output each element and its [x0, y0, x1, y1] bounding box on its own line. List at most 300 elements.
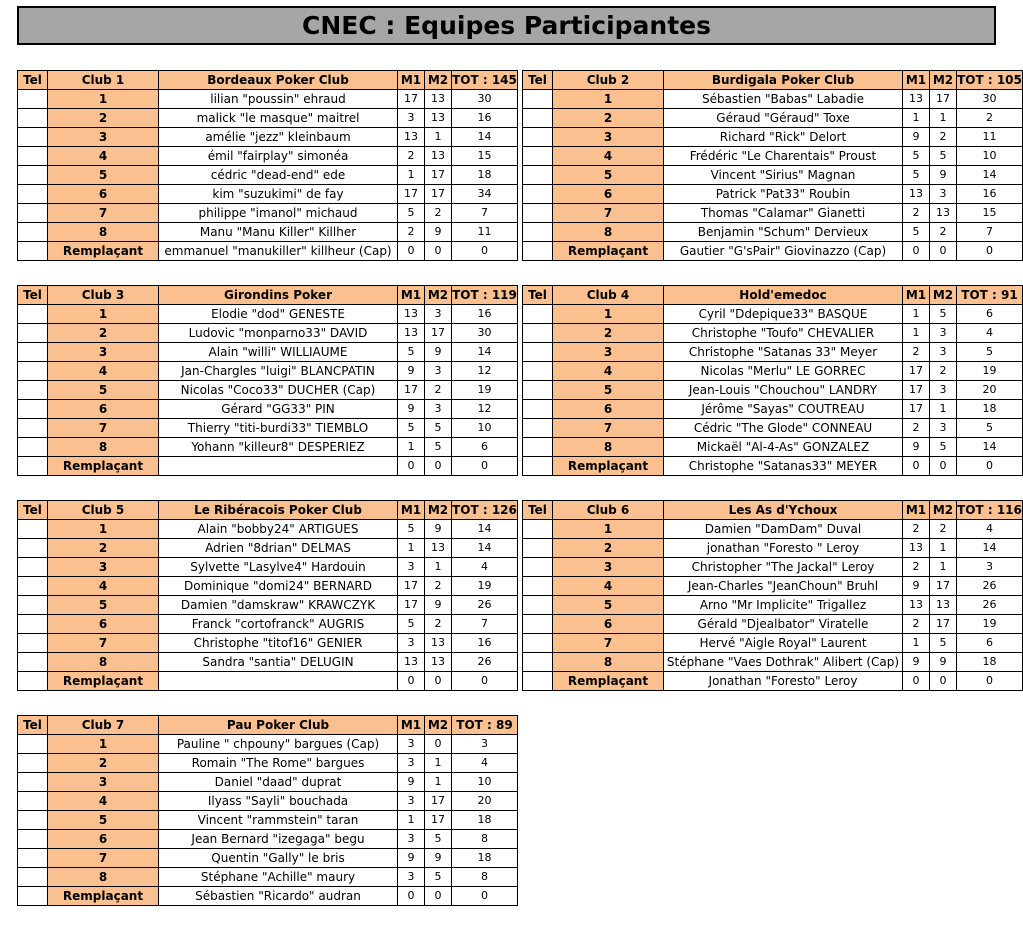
score-m1: 1	[398, 438, 425, 457]
score-total: 16	[452, 305, 518, 324]
score-total: 30	[452, 90, 518, 109]
player-number: Remplaçant	[553, 457, 664, 476]
score-m2: 2	[930, 223, 957, 242]
table-row	[523, 634, 1023, 653]
score-m1: 0	[903, 672, 930, 691]
player-name: Christophe "Toufo" CHEVALIER	[664, 324, 903, 343]
player-number: 5	[48, 596, 159, 615]
table-row	[18, 381, 518, 400]
score-total: 3	[957, 558, 1023, 577]
tel-cell	[523, 324, 553, 343]
score-m2: 9	[425, 520, 452, 539]
score-m2: 2	[930, 128, 957, 147]
score-m2: 13	[930, 596, 957, 615]
club-label: Club 2	[553, 71, 664, 90]
score-m2: 13	[425, 109, 452, 128]
score-total: 14	[452, 539, 518, 558]
tel-cell	[18, 362, 48, 381]
score-m1: 5	[398, 343, 425, 362]
table-row	[523, 204, 1023, 223]
player-number: 5	[48, 166, 159, 185]
tel-cell	[18, 735, 48, 754]
score-total: 6	[957, 305, 1023, 324]
score-m2: 17	[930, 615, 957, 634]
table-row	[523, 520, 1023, 539]
table-row	[18, 735, 518, 754]
tel-cell	[523, 653, 553, 672]
player-name: Christophe "Satanas 33" Meyer	[664, 343, 903, 362]
score-m2: 0	[930, 242, 957, 261]
player-name: Alain "willi" WILLIAUME	[159, 343, 398, 362]
tel-cell	[523, 381, 553, 400]
club-total: TOT : 126	[452, 501, 518, 520]
tel-cell	[18, 204, 48, 223]
score-m2: 9	[425, 343, 452, 362]
player-name: Vincent "rammstein" taran	[159, 811, 398, 830]
club-name: Bordeaux Poker Club	[159, 71, 398, 90]
table-row	[523, 90, 1023, 109]
player-name: Cédric "The Glode" CONNEAU	[664, 419, 903, 438]
club-label: Club 5	[48, 501, 159, 520]
m2-header: M2	[930, 501, 957, 520]
player-name: Jean-Charles "JeanChoun" Bruhl	[664, 577, 903, 596]
club-label: Club 1	[48, 71, 159, 90]
score-total: 2	[957, 109, 1023, 128]
tel-cell	[18, 305, 48, 324]
player-number: Remplaçant	[48, 242, 159, 261]
tel-cell	[18, 457, 48, 476]
player-name: Alain "bobby24" ARTIGUES	[159, 520, 398, 539]
tel-cell	[523, 362, 553, 381]
score-m1: 2	[903, 615, 930, 634]
score-m1: 9	[903, 128, 930, 147]
player-number: 3	[553, 343, 664, 362]
player-number: 2	[48, 109, 159, 128]
player-number: 7	[553, 419, 664, 438]
score-m2: 3	[930, 324, 957, 343]
tel-cell	[523, 577, 553, 596]
table-row	[523, 457, 1023, 476]
score-m1: 9	[398, 849, 425, 868]
player-name: Franck "cortofranck" AUGRIS	[159, 615, 398, 634]
player-number: 7	[48, 419, 159, 438]
player-name: Jan-Chargles "luigi" BLANCPATIN	[159, 362, 398, 381]
score-m2: 17	[425, 324, 452, 343]
score-m1: 1	[903, 109, 930, 128]
score-m2: 3	[425, 400, 452, 419]
score-m2: 5	[930, 634, 957, 653]
score-total: 26	[957, 596, 1023, 615]
tel-cell	[18, 596, 48, 615]
player-number: Remplaçant	[553, 242, 664, 261]
club-label: Club 3	[48, 286, 159, 305]
club-header-row	[523, 71, 1023, 90]
table-row	[18, 438, 518, 457]
tel-cell	[18, 615, 48, 634]
player-name: Nicolas "Coco33" DUCHER (Cap)	[159, 381, 398, 400]
score-m1: 13	[903, 596, 930, 615]
score-total: 14	[452, 128, 518, 147]
tel-cell	[18, 558, 48, 577]
club-table	[17, 500, 518, 691]
score-m1: 2	[398, 147, 425, 166]
player-number: 1	[48, 305, 159, 324]
table-row	[18, 672, 518, 691]
club-table	[17, 285, 518, 476]
table-row	[523, 242, 1023, 261]
score-m1: 3	[398, 830, 425, 849]
tel-cell	[18, 324, 48, 343]
score-total: 20	[957, 381, 1023, 400]
tel-cell	[18, 868, 48, 887]
tel-cell	[523, 400, 553, 419]
score-m1: 0	[398, 887, 425, 906]
table-row	[523, 400, 1023, 419]
score-total: 15	[452, 147, 518, 166]
club-header-row	[18, 71, 518, 90]
player-name: Yohann "killeur8" DESPERIEZ	[159, 438, 398, 457]
score-total: 11	[452, 223, 518, 242]
tel-cell	[18, 577, 48, 596]
player-name: Gautier "G'sPair" Giovinazzo (Cap)	[664, 242, 903, 261]
table-row	[18, 400, 518, 419]
club-table	[17, 715, 518, 906]
m1-header: M1	[398, 286, 425, 305]
player-name: Jean Bernard "izegaga" begu	[159, 830, 398, 849]
tel-cell	[523, 615, 553, 634]
score-m1: 13	[903, 185, 930, 204]
score-m1: 17	[903, 362, 930, 381]
table-row	[18, 147, 518, 166]
score-m1: 17	[398, 596, 425, 615]
player-name	[159, 672, 398, 691]
tel-cell	[18, 849, 48, 868]
score-m2: 1	[425, 754, 452, 773]
tel-cell	[18, 672, 48, 691]
player-number: Remplaçant	[48, 457, 159, 476]
tel-cell	[18, 242, 48, 261]
player-number: 1	[553, 520, 664, 539]
score-total: 20	[452, 792, 518, 811]
table-row	[18, 773, 518, 792]
table-row	[523, 539, 1023, 558]
player-name: philippe "imanol" michaud	[159, 204, 398, 223]
club-name: Le Ribéracois Poker Club	[159, 501, 398, 520]
player-number: 2	[48, 324, 159, 343]
player-name: Dominique "domi24" BERNARD	[159, 577, 398, 596]
player-name: Romain "The Rome" bargues	[159, 754, 398, 773]
table-row	[523, 381, 1023, 400]
m1-header: M1	[398, 71, 425, 90]
tel-cell	[523, 343, 553, 362]
player-name: Quentin "Gally" le bris	[159, 849, 398, 868]
score-m1: 3	[398, 868, 425, 887]
table-row	[18, 868, 518, 887]
score-m1: 17	[903, 400, 930, 419]
score-total: 7	[452, 615, 518, 634]
player-name: Thomas "Calamar" Gianetti	[664, 204, 903, 223]
player-name: Elodie "dod" GENESTE	[159, 305, 398, 324]
tel-cell	[523, 419, 553, 438]
m1-header: M1	[903, 71, 930, 90]
tel-cell	[18, 754, 48, 773]
score-m2: 1	[930, 558, 957, 577]
tel-header: Tel	[18, 716, 48, 735]
player-number: 4	[553, 362, 664, 381]
player-number: 8	[553, 438, 664, 457]
score-total: 7	[452, 204, 518, 223]
table-row	[18, 223, 518, 242]
player-name: kim "suzukimi" de fay	[159, 185, 398, 204]
score-total: 0	[957, 242, 1023, 261]
score-m2: 2	[930, 520, 957, 539]
player-name	[159, 457, 398, 476]
tel-header: Tel	[523, 71, 553, 90]
player-number: 1	[553, 305, 664, 324]
score-total: 8	[452, 868, 518, 887]
score-total: 16	[452, 109, 518, 128]
score-m1: 13	[398, 128, 425, 147]
player-number: 8	[48, 438, 159, 457]
score-m1: 5	[398, 520, 425, 539]
tel-cell	[18, 90, 48, 109]
club-name: Les As d'Ychoux	[664, 501, 903, 520]
player-number: 5	[553, 381, 664, 400]
player-number: 6	[48, 830, 159, 849]
player-number: 4	[48, 362, 159, 381]
player-number: 7	[553, 204, 664, 223]
table-row	[523, 147, 1023, 166]
player-number: 5	[553, 596, 664, 615]
score-m2: 2	[425, 615, 452, 634]
player-number: 7	[48, 849, 159, 868]
score-total: 19	[957, 615, 1023, 634]
player-name: Patrick "Pat33" Roubin	[664, 185, 903, 204]
score-m1: 2	[398, 223, 425, 242]
table-row	[523, 305, 1023, 324]
player-number: 3	[48, 343, 159, 362]
tel-header: Tel	[523, 286, 553, 305]
tel-cell	[523, 539, 553, 558]
tel-cell	[18, 887, 48, 906]
player-name: Gérald "Djealbator" Viratelle	[664, 615, 903, 634]
tel-header: Tel	[18, 501, 48, 520]
score-total: 5	[957, 419, 1023, 438]
score-total: 34	[452, 185, 518, 204]
score-m2: 2	[425, 381, 452, 400]
player-name: Sébastien "Babas" Labadie	[664, 90, 903, 109]
m1-header: M1	[903, 286, 930, 305]
score-total: 30	[452, 324, 518, 343]
player-name: Mickaël "Al-4-As" GONZALEZ	[664, 438, 903, 457]
score-total: 4	[452, 754, 518, 773]
table-row	[18, 305, 518, 324]
score-m1: 13	[903, 539, 930, 558]
score-m1: 2	[903, 343, 930, 362]
table-row	[523, 128, 1023, 147]
table-row	[523, 343, 1023, 362]
player-name: Damien "damskraw" KRAWCZYK	[159, 596, 398, 615]
player-number: 8	[553, 653, 664, 672]
player-name: Christophe "Satanas33" MEYER	[664, 457, 903, 476]
score-total: 0	[452, 242, 518, 261]
score-total: 26	[452, 596, 518, 615]
score-total: 7	[957, 223, 1023, 242]
player-name: Arno "Mr Implicite" Trigallez	[664, 596, 903, 615]
club-name: Hold'emedoc	[664, 286, 903, 305]
player-name: Cyril "Ddepique33" BASQUE	[664, 305, 903, 324]
score-total: 18	[957, 653, 1023, 672]
table-row	[523, 577, 1023, 596]
player-number: 2	[553, 324, 664, 343]
table-row	[523, 223, 1023, 242]
m2-header: M2	[425, 71, 452, 90]
player-name: malick "le masque" maitrel	[159, 109, 398, 128]
table-row	[18, 634, 518, 653]
tel-cell	[523, 520, 553, 539]
score-m2: 1	[425, 773, 452, 792]
player-name: Christophe "titof16" GENIER	[159, 634, 398, 653]
score-m1: 1	[903, 324, 930, 343]
table-row	[18, 242, 518, 261]
score-m2: 0	[425, 242, 452, 261]
tel-cell	[18, 185, 48, 204]
score-m1: 13	[398, 324, 425, 343]
player-number: 1	[48, 90, 159, 109]
table-row	[523, 672, 1023, 691]
table-row	[18, 457, 518, 476]
table-row	[18, 539, 518, 558]
score-m1: 1	[398, 166, 425, 185]
score-total: 10	[957, 147, 1023, 166]
player-name: Géraud "Géraud" Toxe	[664, 109, 903, 128]
player-number: 3	[48, 558, 159, 577]
table-row	[523, 596, 1023, 615]
player-name: Sébastien "Ricardo" audran	[159, 887, 398, 906]
club-total: TOT : 119	[452, 286, 518, 305]
tel-cell	[18, 147, 48, 166]
player-name: Stéphane "Achille" maury	[159, 868, 398, 887]
player-name: emmanuel "manukiller" killheur (Cap)	[159, 242, 398, 261]
score-m1: 3	[398, 558, 425, 577]
player-name: Sylvette "Lasylve4" Hardouin	[159, 558, 398, 577]
score-m1: 2	[903, 204, 930, 223]
score-m2: 2	[425, 577, 452, 596]
m2-header: M2	[425, 286, 452, 305]
score-m1: 5	[903, 166, 930, 185]
player-name: jonathan "Foresto " Leroy	[664, 539, 903, 558]
club-header-row	[18, 501, 518, 520]
club-header-row	[523, 286, 1023, 305]
score-m2: 5	[930, 147, 957, 166]
player-number: 1	[48, 520, 159, 539]
score-m1: 2	[903, 520, 930, 539]
club-name: Pau Poker Club	[159, 716, 398, 735]
score-m1: 0	[398, 672, 425, 691]
table-row	[18, 887, 518, 906]
table-row	[18, 343, 518, 362]
score-m2: 13	[930, 204, 957, 223]
tel-cell	[523, 166, 553, 185]
player-name: Vincent "Sirius" Magnan	[664, 166, 903, 185]
player-number: 7	[48, 204, 159, 223]
player-name: Jean-Louis "Chouchou" LANDRY	[664, 381, 903, 400]
score-m2: 17	[930, 577, 957, 596]
player-name: Adrien "8drian" DELMAS	[159, 539, 398, 558]
tel-cell	[18, 223, 48, 242]
tel-cell	[523, 672, 553, 691]
score-m2: 9	[425, 596, 452, 615]
score-m2: 3	[425, 305, 452, 324]
score-m1: 3	[398, 735, 425, 754]
player-name: lilian "poussin" ehraud	[159, 90, 398, 109]
player-name: Pauline " chpouny" bargues (Cap)	[159, 735, 398, 754]
score-total: 8	[452, 830, 518, 849]
tel-cell	[523, 305, 553, 324]
tel-cell	[523, 109, 553, 128]
table-row	[523, 615, 1023, 634]
player-number: 2	[553, 539, 664, 558]
player-number: 8	[48, 653, 159, 672]
score-m2: 0	[425, 457, 452, 476]
score-m1: 17	[398, 381, 425, 400]
player-number: Remplaçant	[48, 887, 159, 906]
player-number: 4	[48, 792, 159, 811]
score-m1: 3	[398, 754, 425, 773]
score-total: 4	[957, 520, 1023, 539]
m1-header: M1	[903, 501, 930, 520]
table-row	[523, 166, 1023, 185]
score-m2: 1	[930, 539, 957, 558]
player-number: 6	[553, 400, 664, 419]
score-m1: 5	[398, 204, 425, 223]
score-total: 12	[452, 362, 518, 381]
player-name: Christopher "The Jackal" Leroy	[664, 558, 903, 577]
score-m1: 9	[398, 400, 425, 419]
score-m1: 5	[903, 223, 930, 242]
player-number: 8	[553, 223, 664, 242]
table-row	[18, 109, 518, 128]
score-total: 19	[452, 381, 518, 400]
player-number: 5	[48, 381, 159, 400]
tel-cell	[523, 242, 553, 261]
table-row	[18, 849, 518, 868]
tel-cell	[18, 109, 48, 128]
score-total: 10	[452, 419, 518, 438]
player-name: Ilyass "Sayli" bouchada	[159, 792, 398, 811]
m2-header: M2	[930, 286, 957, 305]
table-row	[18, 754, 518, 773]
score-m1: 5	[398, 615, 425, 634]
player-number: 6	[553, 615, 664, 634]
player-name: Daniel "daad" duprat	[159, 773, 398, 792]
score-m2: 0	[930, 457, 957, 476]
score-total: 14	[452, 520, 518, 539]
score-m2: 2	[425, 204, 452, 223]
club-total: TOT : 105	[957, 71, 1023, 90]
score-m2: 3	[930, 185, 957, 204]
player-name: Damien "DamDam" Duval	[664, 520, 903, 539]
player-number: 1	[553, 90, 664, 109]
player-number: 6	[553, 185, 664, 204]
player-number: 7	[553, 634, 664, 653]
club-name: Girondins Poker	[159, 286, 398, 305]
table-row	[18, 166, 518, 185]
tel-cell	[18, 128, 48, 147]
score-total: 6	[957, 634, 1023, 653]
player-number: 2	[48, 539, 159, 558]
player-name: Jérôme "Sayas" COUTREAU	[664, 400, 903, 419]
